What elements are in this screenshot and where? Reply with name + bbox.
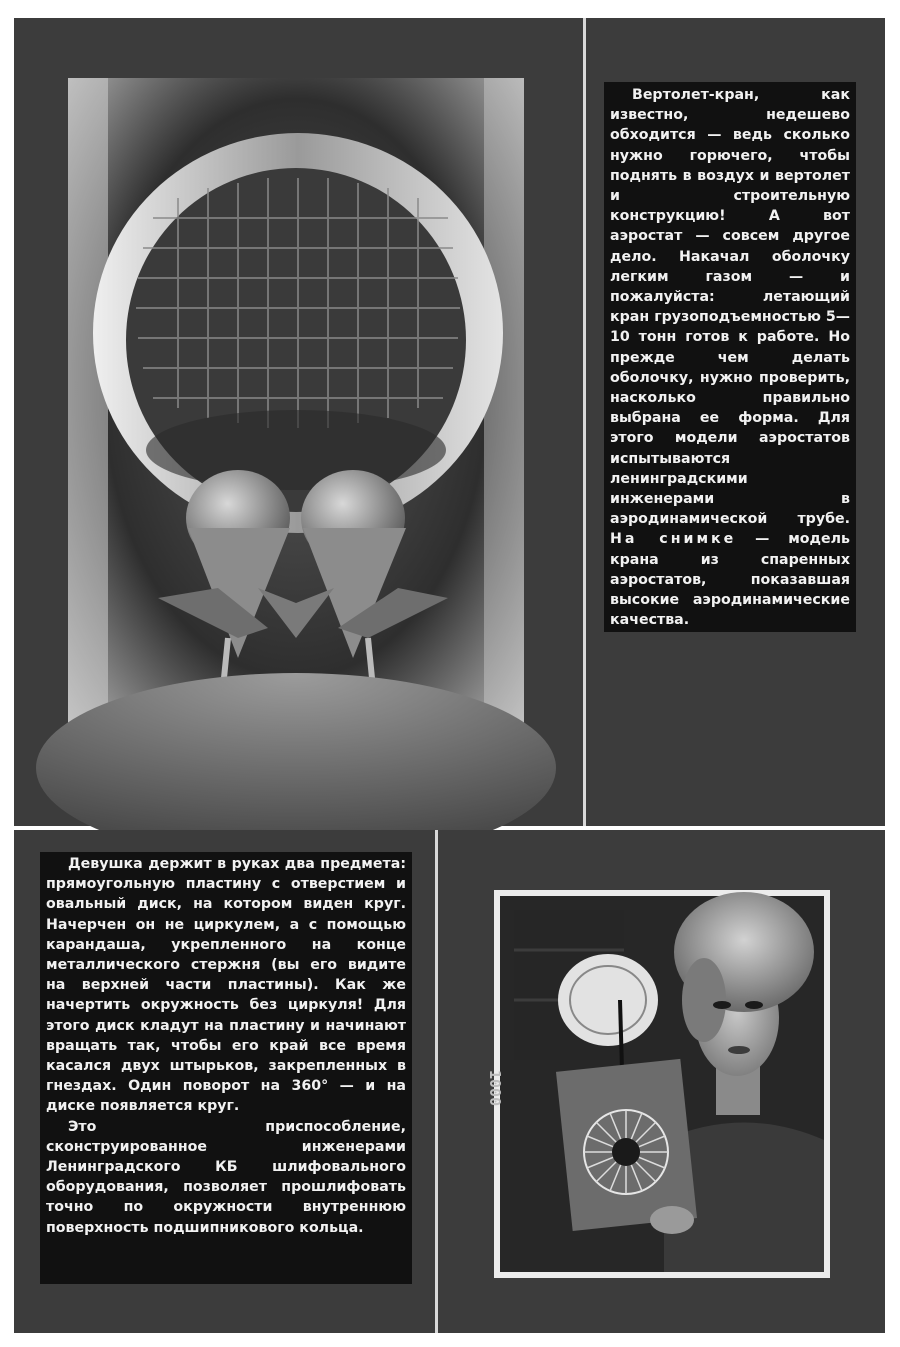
circle-device-photo [486,890,830,1278]
top-caption-tail: — модель крана из спаренных аэростатов, показавшая высокие аэродинамические качества. [610,531,850,629]
top-caption [604,82,856,632]
bottom-caption [40,852,412,1284]
top-caption-spaced: На снимке [610,531,737,548]
top-panel-divider [583,18,586,826]
woman-holding-device-icon [494,890,830,1278]
bottom-caption-paragraph-2: Это приспособление, сконструированное инженерами Ленинградского КБ шлифовального оборудования, позволяет прошлифовать точно по окружности внутреннюю поверхность подшипникового кольца. [46,1118,406,1236]
photo-label-1000: 1000 [486,1070,504,1107]
wind-tunnel-balloon-model-icon [68,78,524,768]
bottom-caption-paragraph-1: Девушка держит в руках два предмета: прямоугольную пластину с отверстием и овальный диск, на котором виден круг. Начерчен он не циркулем, а с помощью карандаша, укрепленного на конце металлического стержня (вы его видите на верхней части пластины). Как же начертить окружность без циркуля! Для этого диск кладут на пластину и начинают вращать так, чтобы его край все время касался двух штырьков, закрепленных в гнездах. Один поворот на 360° — и на диске появляется круг. [46,856,406,1115]
bottom-panel-divider [435,830,438,1333]
top-caption-lead: Вертолет-кран, как известно, недешево обходится — ведь сколько нужно горючего, чтобы поднять в воздух и вертолет и строительную конструкцию! А вот аэростат — совсем другое дело. Накачал оболочку легким газом — и пожалуйста: летающий кран грузоподъемностью 5—10 тонн готов к работе. Но прежде чем делать оболочку, нужно проверить, насколько правильно выбрана ее форма. Для этого модели аэростатов испытываются ленинградскими инженерами в аэродинамической трубе. [610,87,850,528]
wind-tunnel-photo [68,78,524,768]
